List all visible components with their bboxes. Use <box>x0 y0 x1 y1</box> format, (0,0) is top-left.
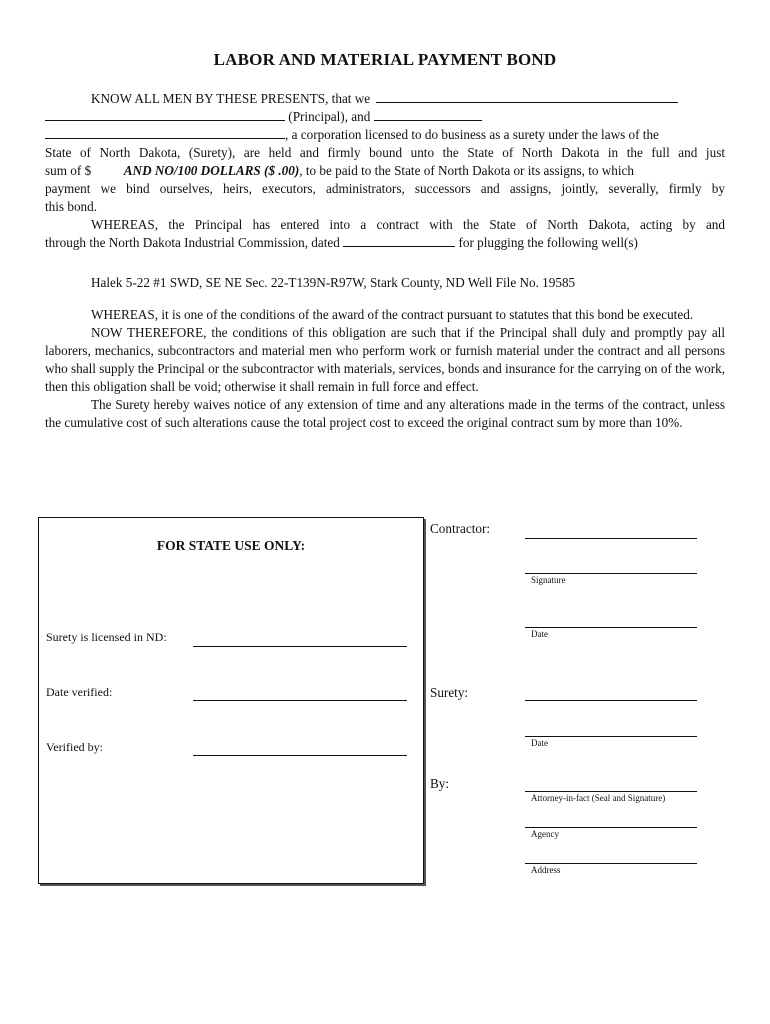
contractor-label: Contractor: <box>430 521 491 536</box>
attorney-signature-line[interactable] <box>525 791 697 792</box>
preamble-line-1 <box>45 90 725 108</box>
date-verified-field[interactable] <box>193 700 407 701</box>
state-use-header: FOR STATE USE ONLY: <box>156 538 306 553</box>
date-verified-label: Date verified: <box>46 685 113 699</box>
contractor-signature-line[interactable] <box>525 573 697 574</box>
address-line[interactable] <box>525 863 697 864</box>
surety-name-line[interactable] <box>525 700 697 701</box>
plugging-text: for plugging the following well(s) <box>458 235 638 250</box>
address-caption: Address <box>531 865 561 875</box>
whereas-conditions: WHEREAS, it is one of the conditions of the award of the contract pursuant to statutes that this bond be executed. <box>91 307 694 322</box>
signature-caption: Signature <box>531 575 566 585</box>
agency-line[interactable] <box>525 827 697 828</box>
surety-licensed-label: Surety is licensed in ND: <box>46 630 167 644</box>
surety-label: Surety: <box>430 685 469 700</box>
sum-suffix: , to be paid to the State of North Dakota or its assigns, to which <box>299 163 634 178</box>
date-caption-2: Date <box>531 738 548 748</box>
principal-name-blank-cont[interactable] <box>45 108 285 121</box>
preamble-line-3 <box>45 126 725 144</box>
by-label: By: <box>430 776 450 791</box>
date-caption-1: Date <box>531 629 548 639</box>
whereas-line-2 <box>45 234 725 252</box>
verified-by-label: Verified by: <box>46 740 103 754</box>
preamble-text: KNOW ALL MEN BY THESE PRESENTS, that we <box>91 91 371 106</box>
surety-clause: , a corporation licensed to do business as a surety under the laws of the <box>285 127 659 142</box>
well-description: Halek 5-22 #1 SWD, SE NE Sec. 22-T139N-R97W, Stark County, ND Well File No. 19585 <box>91 275 576 290</box>
verified-by-field[interactable] <box>193 755 407 756</box>
contractor-date-line[interactable] <box>525 627 697 628</box>
preamble-line-2 <box>45 108 725 126</box>
whereas-line-1: WHEREAS, the Principal has entered into a contract with the State of North Dakota, acting by and <box>91 217 725 232</box>
contractor-name-line[interactable] <box>525 538 697 539</box>
sum-words: AND NO/100 DOLLARS ($ .00) <box>123 163 300 178</box>
contract-dated-text: through the North Dakota Industrial Commission, dated <box>45 235 340 250</box>
preamble-line-7: this bond. <box>45 199 98 214</box>
now-therefore-clause: NOW THEREFORE, the conditions of this obligation are such that if the Principal shall duly and promptly pay all laborers, mechanics, subcontractors and material men who perform work or furnish material under the contract and all persons who shall supply the Principal or the subcontractor with materials, services, bonds and insurance for the carrying on of the work, then this obligation shall be void; otherwise it shall remain in full force and effect. <box>45 325 725 394</box>
agency-caption: Agency <box>531 829 559 839</box>
surety-waiver-clause: The Surety hereby waives notice of any extension of time and any alterations made in the terms of the contract, unless the cumulative cost of such alterations cause the total project cost to exceed the original contract sum by more than 10%. <box>45 397 725 430</box>
surety-date-line[interactable] <box>525 736 697 737</box>
surety-name-blank[interactable] <box>374 108 482 121</box>
sum-prefix: sum of $ <box>45 163 92 178</box>
contract-date-blank[interactable] <box>343 234 455 247</box>
preamble-line-6: payment we bind ourselves, heirs, executors, administrators, successors and assigns, jointly, severally, firmly by <box>45 181 725 196</box>
preamble-line-4: State of North Dakota, (Surety), are held and firmly bound unto the State of North Dakota in the full and just <box>45 145 725 160</box>
bond-body <box>45 90 725 432</box>
state-use-box <box>38 517 424 884</box>
signature-block <box>430 517 730 887</box>
surety-licensed-field[interactable] <box>193 646 407 647</box>
surety-name-blank-cont[interactable] <box>45 126 285 139</box>
document-title: LABOR AND MATERIAL PAYMENT BOND <box>213 50 557 69</box>
principal-label: (Principal), and <box>288 109 371 124</box>
attorney-caption: Attorney-in-fact (Seal and Signature) <box>531 793 666 803</box>
principal-name-blank[interactable] <box>376 90 678 103</box>
preamble-line-5 <box>45 162 725 180</box>
